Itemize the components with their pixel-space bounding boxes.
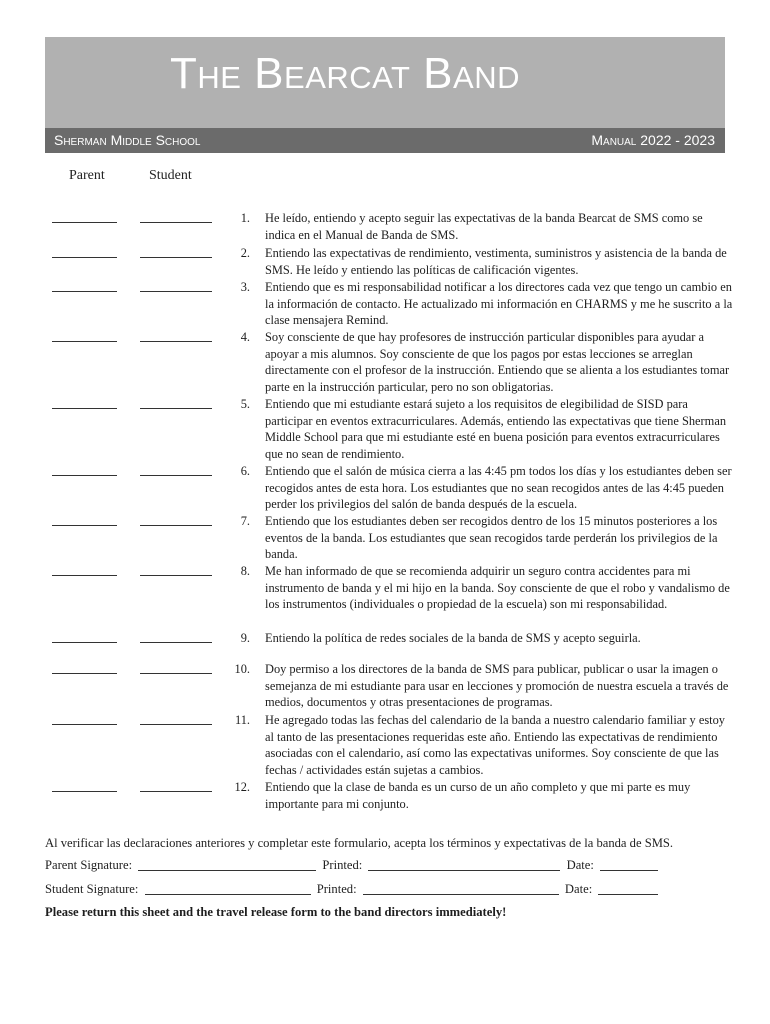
parent-initial-line-8[interactable] xyxy=(52,575,117,576)
student-signature-row xyxy=(45,882,661,897)
item-text: Entiendo que mi estudiante estará sujeto a los requisitos de elegibilidad de SISD para participar en eventos extracurriculares. Además, entiendo las expectativas que tiene Sherman Middle School para que mi estudiante esté en buena posición para eventos extracurriculares que no sean de rendimiento. xyxy=(265,397,727,461)
item-number: 4. xyxy=(240,330,250,344)
item-text: Entiendo que es mi responsabilidad notificar a los directores cada vez que tengo un cambio en la información de contacto. He actualizado mi información en CHARMS y me he suscrito a la clase mensajera Remind. xyxy=(265,280,733,327)
student-initial-line-3[interactable] xyxy=(140,291,212,292)
student-initial-line-11[interactable] xyxy=(140,724,212,725)
item-text: Me han informado de que se recomienda adquirir un seguro contra accidentes para mi instrumento de banda y el mi hijo en la banda. Soy consciente de que el robo y vandalismo de los instrumentos (individuales o propiedad de la escuela) son mi responsabilidad. xyxy=(265,564,730,611)
parent-initial-line-3[interactable] xyxy=(52,291,117,292)
item-number: 11. xyxy=(234,713,250,727)
item-text: Entiendo que la clase de banda es un curso de un año completo y que mi parte es muy importante para mi conjunto. xyxy=(265,780,691,811)
header-banner xyxy=(45,37,725,153)
student-initial-line-8[interactable] xyxy=(140,575,212,576)
item-text: Entiendo que los estudiantes deben ser recogidos dentro de los 15 minutos posteriores a los eventos de la banda. Los estudiantes que sean recogidos tarde perderán los privilegios de la banda. xyxy=(265,514,718,561)
parent-initial-line-12[interactable] xyxy=(52,791,117,792)
item-text: Entiendo las expectativas de rendimiento, vestimenta, suministros y asistencia de la banda de SMS. He leído y entiendo las políticas de calificación vigentes. xyxy=(265,246,727,277)
student-signature-label: Student Signature: xyxy=(45,882,139,896)
item-text: He agregado todas las fechas del calendario de la banda a nuestro calendario familiar y estoy al tanto de las presentaciones requeridas este año. Entiendo las expectativas de rendimiento asociadas con el calendario, así como las expectativas uniformes. Soy consciente de que las fechas / actividades están sujetas a cambios. xyxy=(265,713,725,777)
column-header-parent: Parent xyxy=(69,168,105,183)
item-text: Entiendo que el salón de música cierra a las 4:45 pm todos los días y los estudiantes deben ser recogidos antes de esta hora. Los estudiantes que no sean recogidos antes de las 4:45 pueden perder los privilegios del salón de banda después de la escuela. xyxy=(265,464,732,511)
item-number: 7. xyxy=(240,514,250,528)
student-initial-line-7[interactable] xyxy=(140,525,212,526)
column-header-student: Student xyxy=(149,168,192,183)
parent-initial-line-6[interactable] xyxy=(52,475,117,476)
page-title: The Bearcat Band xyxy=(170,49,520,98)
student-date-field[interactable] xyxy=(598,882,658,895)
item-number: 6. xyxy=(240,464,250,478)
item-number: 3. xyxy=(240,280,250,294)
return-instructions: Please return this sheet and the travel release form to the band directors immediately! xyxy=(45,905,507,919)
student-initial-line-6[interactable] xyxy=(140,475,212,476)
student-initial-line-2[interactable] xyxy=(140,257,212,258)
school-name: Sherman Middle School xyxy=(54,132,201,148)
student-signature-field[interactable] xyxy=(145,882,311,895)
parent-initial-line-10[interactable] xyxy=(52,673,117,674)
student-printed-field[interactable] xyxy=(363,882,559,895)
parent-initial-line-11[interactable] xyxy=(52,724,117,725)
student-date-label: Date: xyxy=(564,882,593,896)
agreement-statement: Al verificar las declaraciones anteriores y completar este formulario, acepta los términos y expectativas de la banda de SMS. xyxy=(45,836,674,850)
item-number: 12. xyxy=(234,780,250,794)
parent-signature-row xyxy=(45,858,661,873)
item-text: Doy permiso a los directores de la banda de SMS para publicar, publicar o usar la imagen o semejanza de mi estudiante para usar en lecciones y promoción de nuestra escuela a través de medios, documentos y otras presentaciones de programas. xyxy=(265,662,729,709)
parent-initial-line-2[interactable] xyxy=(52,257,117,258)
parent-signature-label: Parent Signature: xyxy=(45,858,133,872)
parent-date-label: Date: xyxy=(566,858,594,872)
parent-initial-line-4[interactable] xyxy=(52,341,117,342)
student-initial-line-1[interactable] xyxy=(140,222,212,223)
parent-printed-field[interactable] xyxy=(368,858,560,871)
parent-initial-line-5[interactable] xyxy=(52,408,117,409)
item-number: 5. xyxy=(240,397,250,411)
student-initial-line-5[interactable] xyxy=(140,408,212,409)
student-initial-line-12[interactable] xyxy=(140,791,212,792)
item-number: 10. xyxy=(234,662,250,676)
item-number: 9. xyxy=(240,631,250,645)
student-printed-label: Printed: xyxy=(316,882,357,896)
parent-date-field[interactable] xyxy=(600,858,658,871)
parent-initial-line-9[interactable] xyxy=(52,642,117,643)
item-number: 1. xyxy=(240,211,250,225)
header-bar xyxy=(45,128,725,153)
item-text: Soy consciente de que hay profesores de instrucción particular disponibles para ayudar a apoyar a mis alumnos. Soy consciente de que los pagos por estas lecciones se arreglan directamente con el profesor de la instrucción. Entiendo que se alienta a los estudiantes tomar parte en la instrucción particular, pero no son obligatorias. xyxy=(265,330,730,394)
item-number: 2. xyxy=(240,246,250,260)
parent-initial-line-7[interactable] xyxy=(52,525,117,526)
parent-signature-field[interactable] xyxy=(138,858,316,871)
item-text: He leído, entiendo y acepto seguir las expectativas de la banda Bearcat de SMS como se indica en el Manual de Banda de SMS. xyxy=(265,211,703,242)
student-initial-line-9[interactable] xyxy=(140,642,212,643)
student-initial-line-10[interactable] xyxy=(140,673,212,674)
parent-printed-label: Printed: xyxy=(322,858,363,872)
parent-initial-line-1[interactable] xyxy=(52,222,117,223)
student-initial-line-4[interactable] xyxy=(140,341,212,342)
item-text: Entiendo la política de redes sociales de la banda de SMS y acepto seguirla. xyxy=(265,631,641,645)
item-number: 8. xyxy=(240,564,250,578)
manual-year: Manual 2022 - 2023 xyxy=(591,132,715,148)
